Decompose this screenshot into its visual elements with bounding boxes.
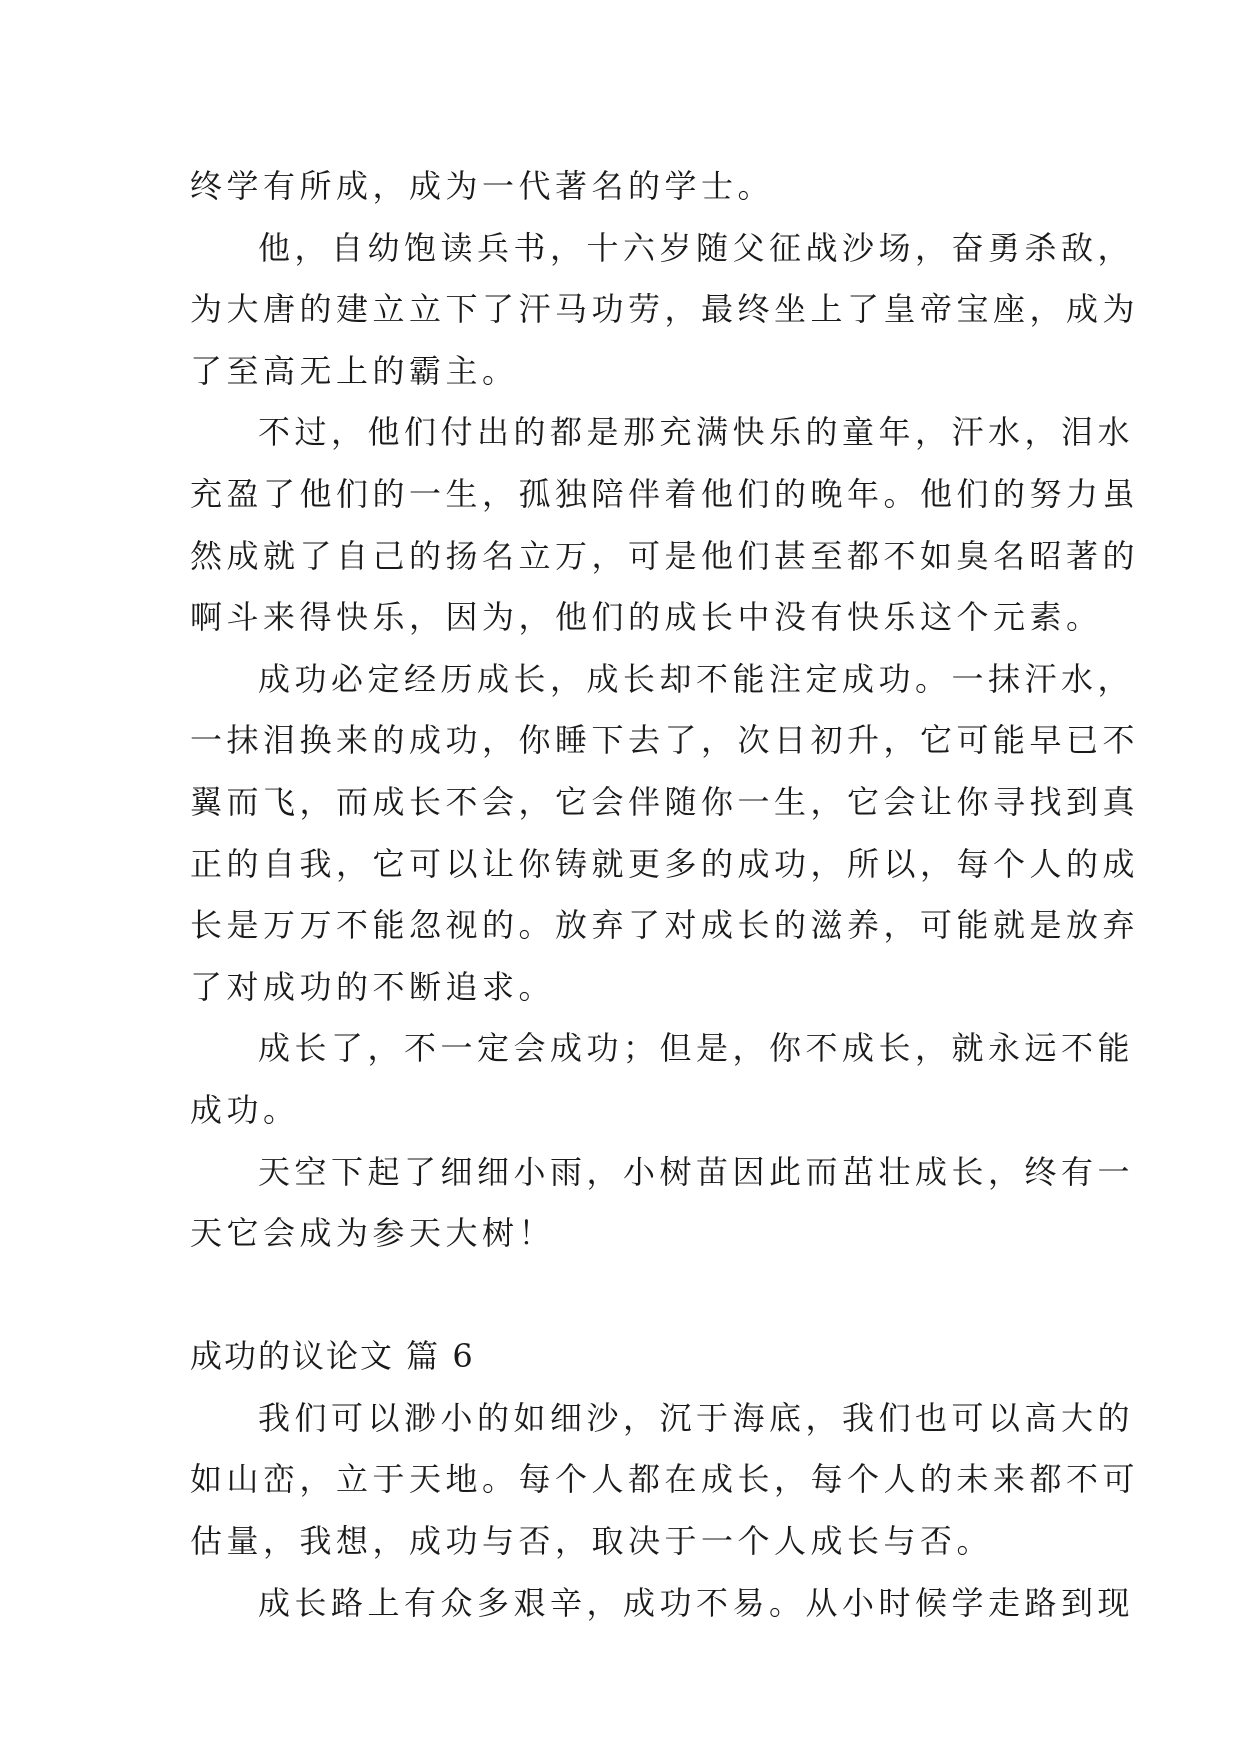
paragraph-first-line: 成长了，不一定会成功；但是，你不成长，就永远不能 xyxy=(258,1029,1135,1068)
text-line: 终学有所成，成为一代著名的学士。 xyxy=(190,167,775,205)
document-body xyxy=(190,156,1140,1634)
text-line: 一抹泪换来的成功，你睡下去了，次日初升，它可能早已不 xyxy=(190,721,1140,760)
text-line: 啊斗来得快乐，因为，他们的成长中没有快乐这个元素。 xyxy=(190,598,1103,637)
text-line: 充盈了他们的一生，孤独陪伴着他们的晚年。他们的努力虽 xyxy=(190,474,1140,513)
text-line: 长是万万不能忽视的。放弃了对成长的滋养，可能就是放弃 xyxy=(190,906,1140,945)
section-heading: 成功的议论文 篇 6 xyxy=(190,1337,475,1376)
text-line: 为大唐的建立立下了汗马功劳，最终坐上了皇帝宝座，成为 xyxy=(190,290,1140,329)
paragraph-first-line: 不过，他们付出的都是那充满快乐的童年，汗水，泪水 xyxy=(258,413,1135,452)
text-line: 然成就了自己的扬名立万，可是他们甚至都不如臭名昭著的 xyxy=(190,536,1140,575)
paragraph-first-line: 成功必定经历成长，成长却不能注定成功。一抹汗水， xyxy=(258,659,1135,698)
text-line: 成功。 xyxy=(190,1090,300,1129)
text-line: 天它会成为参天大树！ xyxy=(190,1214,556,1253)
paragraph-first-line: 我们可以渺小的如细沙，沉于海底，我们也可以高大的 xyxy=(258,1398,1135,1437)
section-gap xyxy=(190,1265,1050,1327)
text-line: 估量，我想，成功与否，取决于一个人成长与否。 xyxy=(190,1522,994,1561)
paragraph-first-line: 成长路上有众多艰辛，成功不易。从小时候学走路到现 xyxy=(258,1583,1135,1622)
text-line: 了对成功的不断追求。 xyxy=(190,967,556,1006)
paragraph-first-line: 他，自幼饱读兵书，十六岁随父征战沙场，奋勇杀敌， xyxy=(258,228,1135,267)
paragraph-first-line: 天空下起了细细小雨，小树苗因此而茁壮成长，终有一 xyxy=(258,1152,1135,1191)
text-line: 正的自我，它可以让你铸就更多的成功，所以，每个人的成 xyxy=(190,844,1140,883)
text-line: 如山峦，立于天地。每个人都在成长，每个人的未来都不可 xyxy=(190,1460,1140,1499)
text-line: 翼而飞，而成长不会，它会伴随你一生，它会让你寻找到真 xyxy=(190,782,1140,821)
text-line: 了至高无上的霸主。 xyxy=(190,351,519,390)
